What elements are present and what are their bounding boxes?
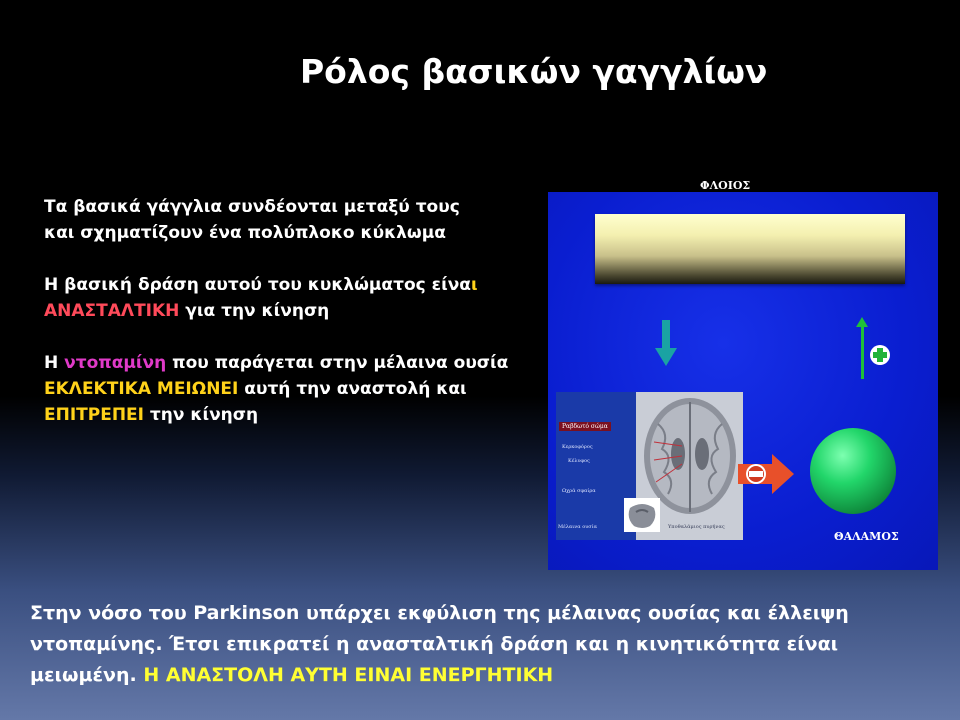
thalamus-sphere [810, 428, 896, 514]
parkinson-summary-highlight: Η ΑΝΑΣΤΟΛΗ ΑΥΤΗ ΕΙΝΑΙ ΕΝΕΡΓΗΤΙΚΗ [143, 664, 554, 686]
bullet-circuit [44, 194, 514, 246]
dopamine-highlight: ντοπαμίνη [64, 353, 167, 373]
brain-caption: Υποθαλάμιος πυρήνας [668, 524, 725, 530]
inhibitory-highlight: ΑΝΑΣΤΑΛΤΙΚΗ [44, 301, 180, 321]
bullet-dopamine-mid2: αυτή την αναστολή και [238, 379, 467, 399]
bullet-dopamine [44, 350, 514, 428]
bullet-dopamine-start: Η [44, 353, 65, 373]
brain-note-2: Κέλυφος [568, 458, 590, 464]
brain-note-3: Ωχρά σφαίρα [562, 488, 596, 494]
slide-title: Ρόλος βασικών γαγγλίων [300, 52, 768, 91]
brain-legend-tag: Ραβδωτό σώμα [559, 422, 611, 431]
bullet-inhibitory-text-end: ι [470, 275, 478, 295]
brain-note-1: Κερκοφόρος [562, 444, 593, 450]
plus-icon [869, 344, 891, 366]
cortex-label: ΦΛΟΙΟΣ [700, 179, 751, 192]
midbrain-thumbnail [624, 498, 660, 532]
parkinson-summary-text: Στην νόσο του Parkinson υπάρχει εκφύλιση της μέλαινας ουσίας και έλλειψη ντοπαμίνης. Έτσι επικρατεί η ανασταλτική δράση και η κινητικότητα είναι μειωμένη. [30, 602, 849, 686]
bullet-inhibitory [44, 272, 514, 324]
allows-highlight: ΕΠΙΤΡΕΠΕΙ [44, 405, 144, 425]
cortex-bar [595, 214, 905, 284]
bullet-circuit-line2: και σχηματίζουν ένα πολύπλοκο κύκλωμα [44, 223, 446, 243]
basal-ganglia-diagram [548, 192, 938, 570]
bullet-circuit-line1: Τα βασικά γάγγλια συνδέονται μεταξύ τους [44, 197, 460, 217]
bullet-dopamine-mid: που παράγεται στην μέλαινα ουσία [166, 353, 509, 373]
thalamus-label: ΘΑΛΑΜΟΣ [834, 530, 899, 543]
reduces-highlight: ΕΚΛΕΚΤΙΚΑ ΜΕΙΩΝΕΙ [44, 379, 239, 399]
bullet-dopamine-end: την κίνηση [144, 405, 259, 425]
bullet-list [44, 194, 514, 454]
bullet-inhibitory-text: Η βασική δράση αυτού του κυκλώματος είνα [44, 275, 471, 295]
brain-section-image [556, 392, 743, 540]
parkinson-summary [30, 598, 935, 691]
bullet-inhibitory-tail: για την κίνηση [179, 301, 330, 321]
minus-arrow-icon [738, 454, 794, 494]
down-arrow-icon [655, 320, 677, 368]
up-arrow-icon [856, 317, 868, 379]
midbrain-icon [624, 498, 660, 532]
brain-note-4: Μέλαινα ουσία [558, 524, 598, 530]
